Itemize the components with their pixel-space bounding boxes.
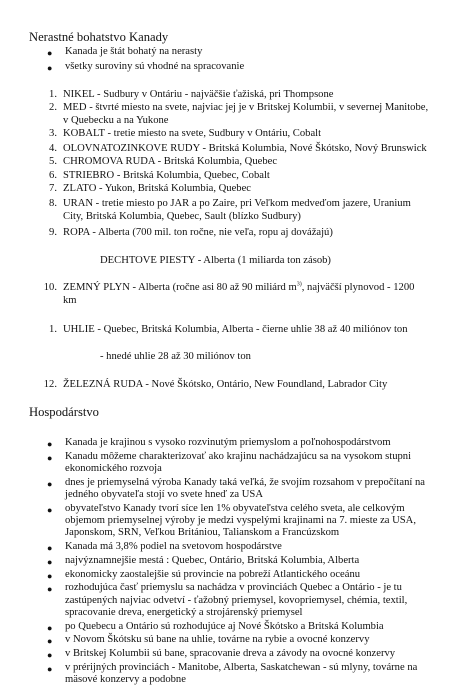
list-item-text: OLOVNATOZINKOVE RUDY - Britská Kolumbia, Nové Škótsko, Nový Brunswick	[63, 143, 427, 154]
bullet-icon: ●	[47, 584, 53, 595]
brown-coal-line: - hnedé uhlie 28 až 30 miliónov ton	[100, 351, 251, 362]
list-number: 5.	[49, 156, 57, 167]
bullet-text: najvýznamnejšie mestá : Quebec, Ontário, Britská Kolumbia, Alberta	[65, 554, 360, 566]
list-number: 12.	[43, 379, 57, 390]
bullet-text: v prérijných provinciách - Manitobe, Alberta, Saskatchewan - sú mlyny, továrne na	[65, 662, 418, 673]
bullet-text: Kanada má 3,8% podiel na svetovom hospodárstve	[65, 541, 282, 552]
bullet-icon: ●	[47, 556, 53, 567]
list-item-text: UHLIE - Quebec, Britská Kolumbia, Alberta - čierne uhlie 38 až 40 miliónov ton	[63, 324, 408, 335]
bullet-text: Kanada je krajinou s vysoko rozvinutým priemyslom a poľnohospodárstvom	[65, 437, 391, 448]
list-item-text: KOBALT - tretie miesto na svete, Sudbury v Ontáriu, Cobalt	[63, 128, 322, 139]
list-number: 10.	[43, 282, 57, 293]
bullet-text: Kanada je štát bohatý na nerasty	[65, 46, 203, 57]
list-number: 3.	[49, 128, 57, 139]
bullet-text-continued: zastúpených najviac odvetví - ťažobný priemysel, kovopriemysel, chémia, textil,	[65, 594, 408, 606]
bullet-icon: ●	[47, 622, 53, 633]
bullet-icon: ●	[47, 452, 53, 463]
list-item-text-continued: City, Britská Kolumbia, Quebec, Sault (blízko Sudbury)	[63, 211, 301, 222]
dechtove-piesty-line: DECHTOVE PIESTY - Alberta (1 miliarda ton zásob)	[100, 255, 331, 266]
bullet-icon: ●	[47, 504, 53, 515]
bullet-text: v Novom Škótsku sú bane na uhlie, továrne na rybie a ovocné konzervy	[65, 634, 370, 646]
list-item-text: ŽELEZNÁ RUDA - Nové Škótsko, Ontário, New Foundland, Labrador City	[63, 379, 388, 390]
bullet-icon: ●	[47, 650, 53, 661]
bullet-icon: ●	[47, 478, 53, 489]
list-item-text: MED - štvrté miesto na svete, najviac jej je v Britskej Kolumbii, v severnej Manitobe,	[63, 102, 429, 113]
list-item-text-continued: km	[63, 295, 77, 306]
bullet-icon: ●	[47, 439, 53, 449]
bullet-text: obyvateľstvo Kanady tvorí síce len 1% obyvateľstva celého sveta, ale celkovým	[65, 502, 405, 514]
section-title-economy: Hospodárstvo	[29, 405, 99, 419]
section-title-mineral-wealth: Nerastné bohatstvo Kanady	[29, 30, 169, 44]
bullet-text: v Britskej Kolumbii sú bane, spracovanie dreva a závody na ovocné konzervy	[65, 648, 396, 660]
list-number: 4.	[49, 143, 57, 154]
list-number: 7.	[49, 183, 57, 194]
bullet-icon: ●	[47, 636, 53, 647]
bullet-text-continued: ekonomického rozvoja	[65, 463, 162, 474]
bullet-text: všetky suroviny sú vhodné na spracovanie	[65, 61, 245, 72]
list-number: 9.	[49, 227, 57, 238]
list-number: 8.	[49, 198, 57, 209]
bullet-text: ekonomicky zaostalejšie sú provincie na pobreží Atlantického oceánu	[65, 568, 361, 580]
list-item-text: ZLATO - Yukon, Britská Kolumbia, Quebec	[63, 183, 252, 194]
bullet-icon: ●	[47, 664, 53, 674]
bullet-text-continued: Japonskom, SRN, Veľkou Britániou, Talianskom a Francúzskom	[65, 527, 340, 539]
bullet-text: po Quebecu a Ontário sú rozhodujúce aj Nové Škótsko a Britská Kolumbia	[65, 620, 384, 632]
list-number: 1.	[49, 324, 57, 335]
list-number: 2.	[49, 102, 57, 113]
list-item-text: CHROMOVA RUDA - Britská Kolumbia, Quebec	[63, 156, 278, 167]
list-item-text: STRIEBRO - Britská Kolumbia, Quebec, Cobalt	[63, 170, 270, 181]
bullet-icon: ●	[47, 63, 53, 73]
bullet-text-continued: jedného obyvateľa stojí vo svete hneď za USA	[65, 489, 263, 500]
list-number: 6.	[49, 170, 57, 181]
bullet-text-continued: objemom priemyselnej výroby je medzi vyspelými krajinami na 7. mieste za USA,	[65, 515, 416, 526]
bullet-icon: ●	[47, 570, 53, 581]
list-item-text: ROPA - Alberta (700 mil. ton ročne, nie veľa, ropu aj dovážajú)	[63, 227, 333, 238]
list-number: 1.	[49, 89, 57, 100]
bullet-text-continued: spracovanie dreva, energetický a strojárenský priemysel	[65, 606, 303, 618]
bullet-text: Kanadu môžeme charakterizovať ako krajinu nachádzajúcu sa na vysokom stupni	[65, 450, 412, 462]
bullet-text: dnes je priemyselná výroba Kanady taká veľká, že svojím rozsahom v prepočítaní na	[65, 476, 425, 488]
bullet-text-continued: mäsové konzervy a podobne	[65, 674, 186, 686]
bullet-text: rozhodujúca časť priemyslu sa nachádza v provinciách Quebec a Ontário - je tu	[65, 582, 402, 594]
list-item-text: NIKEL - Sudbury v Ontáriu - najväčšie ťažiská, pri Thompsone	[63, 89, 334, 100]
bullet-icon: ●	[47, 48, 53, 58]
list-item-text-continued: v Quebecku a na Yukone	[63, 115, 169, 126]
bullet-icon: ●	[47, 543, 53, 553]
list-item-text: URAN - tretie miesto po JAR a po Zaire, pri Veľkom medveďom jazere, Uranium	[63, 198, 411, 209]
list-item-text: ZEMNÝ PLYN - Alberta (ročne asi 80 až 90 miliárd $m^{3)}$, najväčší plynovod - 1200	[63, 281, 415, 293]
